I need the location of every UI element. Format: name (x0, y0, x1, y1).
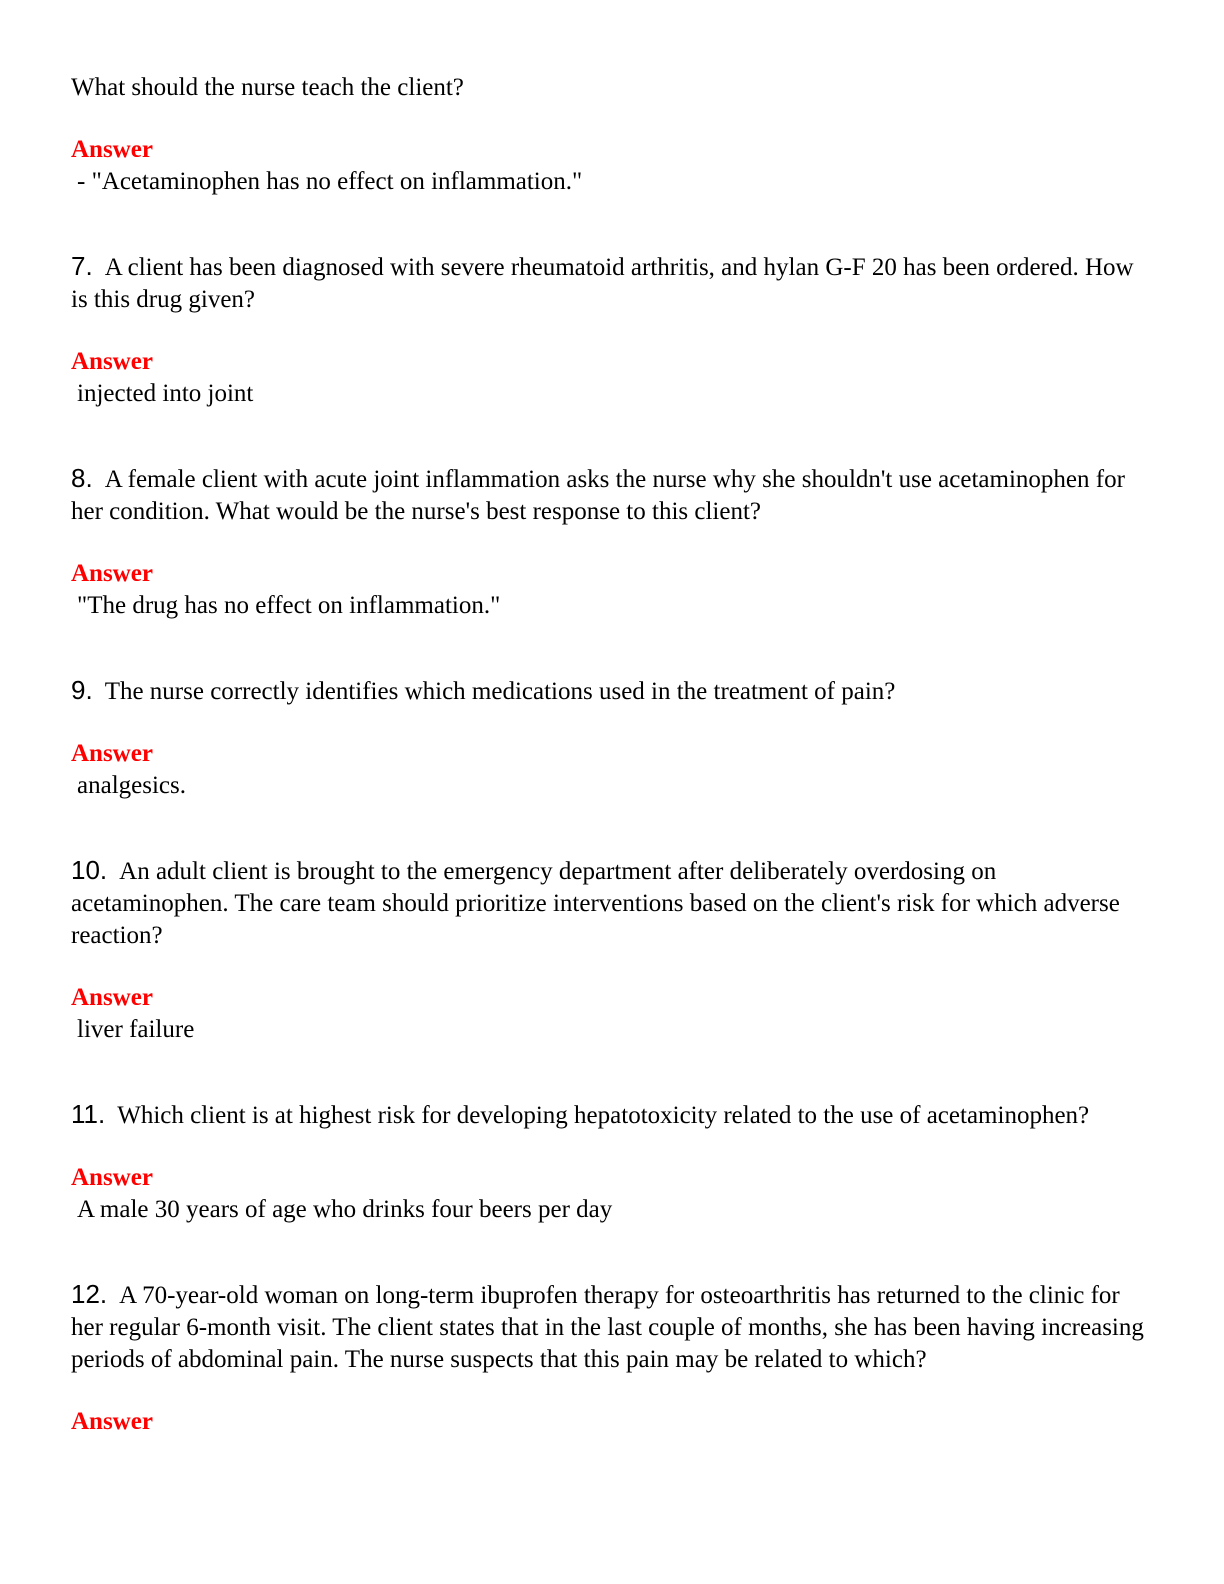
question-text (71, 250, 1146, 316)
answer-text: injected into joint (77, 380, 254, 407)
question-body: An adult client is brought to the emergency department after deliberately overdosing on acetaminophen. The care team should prioritize interventions based on the client's risk for which adverse reaction? (71, 858, 1120, 949)
question-block-8 (71, 462, 1146, 622)
answer-text: analgesics. (77, 772, 186, 799)
question-block-11 (71, 1098, 1146, 1226)
question-body: A female client with acute joint inflammation asks the nurse why she shouldn't use acetaminophen for her condition. What would be the nurse's best response to this client? (71, 466, 1125, 525)
document-page (71, 72, 1146, 1438)
question-block-intro (71, 72, 1146, 198)
question-block-10 (71, 854, 1146, 1046)
question-body: A client has been diagnosed with severe rheumatoid arthritis, and hylan G-F 20 has been ordered. How is this drug given? (71, 254, 1134, 313)
answer-label: Answer (71, 348, 153, 375)
question-text (71, 462, 1146, 528)
question-text: What should the nurse teach the client? (71, 74, 464, 101)
question-number: 11. (71, 1099, 106, 1129)
question-text (71, 1278, 1146, 1376)
question-number: 9. (71, 675, 93, 705)
answer-text: "The drug has no effect on inflammation." (77, 592, 501, 619)
answer-label: Answer (71, 984, 153, 1011)
answer-text: A male 30 years of age who drinks four beers per day (77, 1196, 613, 1223)
question-body: The nurse correctly identifies which medications used in the treatment of pain? (104, 678, 896, 705)
answer-label: Answer (71, 560, 153, 587)
question-body: A 70-year-old woman on long-term ibuprofen therapy for osteoarthritis has returned to the clinic for her regular 6-month visit. The client states that in the last couple of months, she has been having increasing periods of abdominal pain. The nurse suspects that this pain may be related to which? (71, 1282, 1144, 1373)
answer-text: liver failure (77, 1016, 195, 1043)
question-text (71, 1098, 1146, 1132)
question-block-9 (71, 674, 1146, 802)
question-number: 7. (71, 251, 93, 281)
question-number: 10. (71, 855, 108, 885)
question-text (71, 854, 1146, 952)
question-body: Which client is at highest risk for developing hepatotoxicity related to the use of acetaminophen? (117, 1102, 1090, 1129)
question-text (71, 674, 1146, 708)
answer-label: Answer (71, 136, 153, 163)
answer-label: Answer (71, 1164, 153, 1191)
answer-label: Answer (71, 740, 153, 767)
question-block-12 (71, 1278, 1146, 1438)
answer-text: - "Acetaminophen has no effect on inflammation." (77, 168, 583, 195)
question-block-7 (71, 250, 1146, 410)
question-number: 12. (71, 1279, 108, 1309)
question-number: 8. (71, 463, 93, 493)
answer-label: Answer (71, 1408, 153, 1435)
